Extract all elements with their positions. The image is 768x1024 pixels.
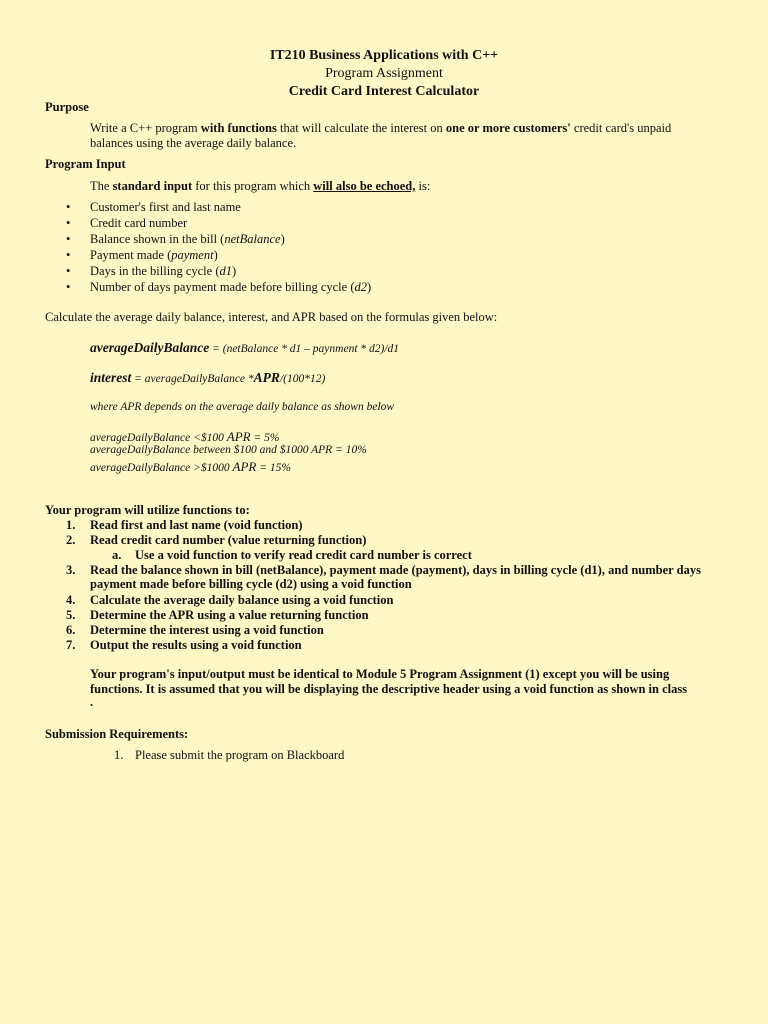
submission-item: Please submit the program on Blackboard <box>135 748 345 762</box>
bullet-icon: • <box>66 264 71 278</box>
bullet-icon: • <box>66 280 71 294</box>
bullet-icon: • <box>66 216 71 230</box>
assignment-title: Credit Card Interest Calculator <box>288 84 480 99</box>
program-input-intro: The standard input for this program which will also be echoed, is: <box>90 179 431 193</box>
formula-average-daily-balance: averageDailyBalance = (netBalance * d1 – paynment * d2)/d1 <box>90 340 400 355</box>
purpose-line-1: Write a C++ program with functions that will calculate the interest on one or more customers' credit card's unpaid <box>90 121 672 135</box>
bullet-icon: • <box>66 248 71 262</box>
apr-rule-3: averageDailyBalance >$1000 APR = 15% <box>90 459 291 474</box>
formula-interest: interest = averageDailyBalance *APR/(100*12) <box>90 370 326 385</box>
program-input-heading: Program Input <box>45 157 126 171</box>
apr-rule-2: averageDailyBalance between $100 and $1000 APR = 10% <box>90 444 367 456</box>
io-note-line-1: Your program's input/output must be identical to Module 5 Program Assignment (1) except you will be using <box>90 667 670 681</box>
apr-note: where APR depends on the average daily balance as shown below <box>90 401 395 413</box>
functions-heading: Your program will utilize functions to: <box>45 503 250 517</box>
course-title: IT210 Business Applications with C++ <box>269 48 499 63</box>
assignment-label: Program Assignment <box>325 66 443 81</box>
io-note-line-3: . <box>90 695 94 709</box>
apr-rule-1: averageDailyBalance <$100 APR = 5% <box>90 429 280 444</box>
bullet-icon: • <box>66 232 71 246</box>
bullet-icon: • <box>66 200 71 214</box>
submission-heading: Submission Requirements: <box>45 727 189 741</box>
calc-intro: Calculate the average daily balance, interest, and APR based on the formulas given below: <box>45 310 498 324</box>
io-note-line-2: functions. It is assumed that you will be displaying the descriptive header using a void function as shown in class <box>90 682 688 696</box>
document-page: IT210 Business Applications with C++ Program Assignment Credit Card Interest Calculator Purpose Write a C++ program with functions that will calculate the interest on one or more customers' credit card's unpaid balances using the average daily balance. Program Input The standard input for this program which will also be echoed, is: • Customer's first and last name • Credit card number • Balance shown in the bill (netBalance) • Payment made (payment) • Days in the billing cycle (d1) • Number of days payment made before billing cycle (d2) Calculate the average daily balance, interest, and APR based on the formulas given below: averageDailyBalance = (netBalance * d1 – paynment * d2)/d1 interest = averageDailyBalance *APR/(100*12) where APR depends on the average daily balance as shown below averageDailyBalance <$100 APR = 5% averageDailyBalance between $100 and $1000 APR = 10% averageDailyBalance >$1000 APR = 15% Your program will utilize functions to: 1. Read first and last name (void function) 2. Read credit card number (value returning function) a. Use a void function to verify read credit card number is correct 3. Read the balance shown in bill (netBalance), payment made (payment), days in billing cycle (d1), and number days payment made before billing cycle (d2) using a void function 4. Calculate the average daily balance using a void function 5. Determine the APR using a value returning function 6. Determine the interest using a void function 7. Output the results using a void function Your program's input/output must be identical to Module 5 Program Assignment (1) except you will be using functions. It is assumed that you will be displaying the descriptive header using a void function as shown in class . Submission Requirements: 1. Please submit the program on Blackboard <box>0 0 768 1024</box>
submission-item-number: 1. <box>114 748 124 762</box>
purpose-line-2: balances using the average daily balance. <box>90 136 297 150</box>
purpose-heading: Purpose <box>45 100 89 114</box>
